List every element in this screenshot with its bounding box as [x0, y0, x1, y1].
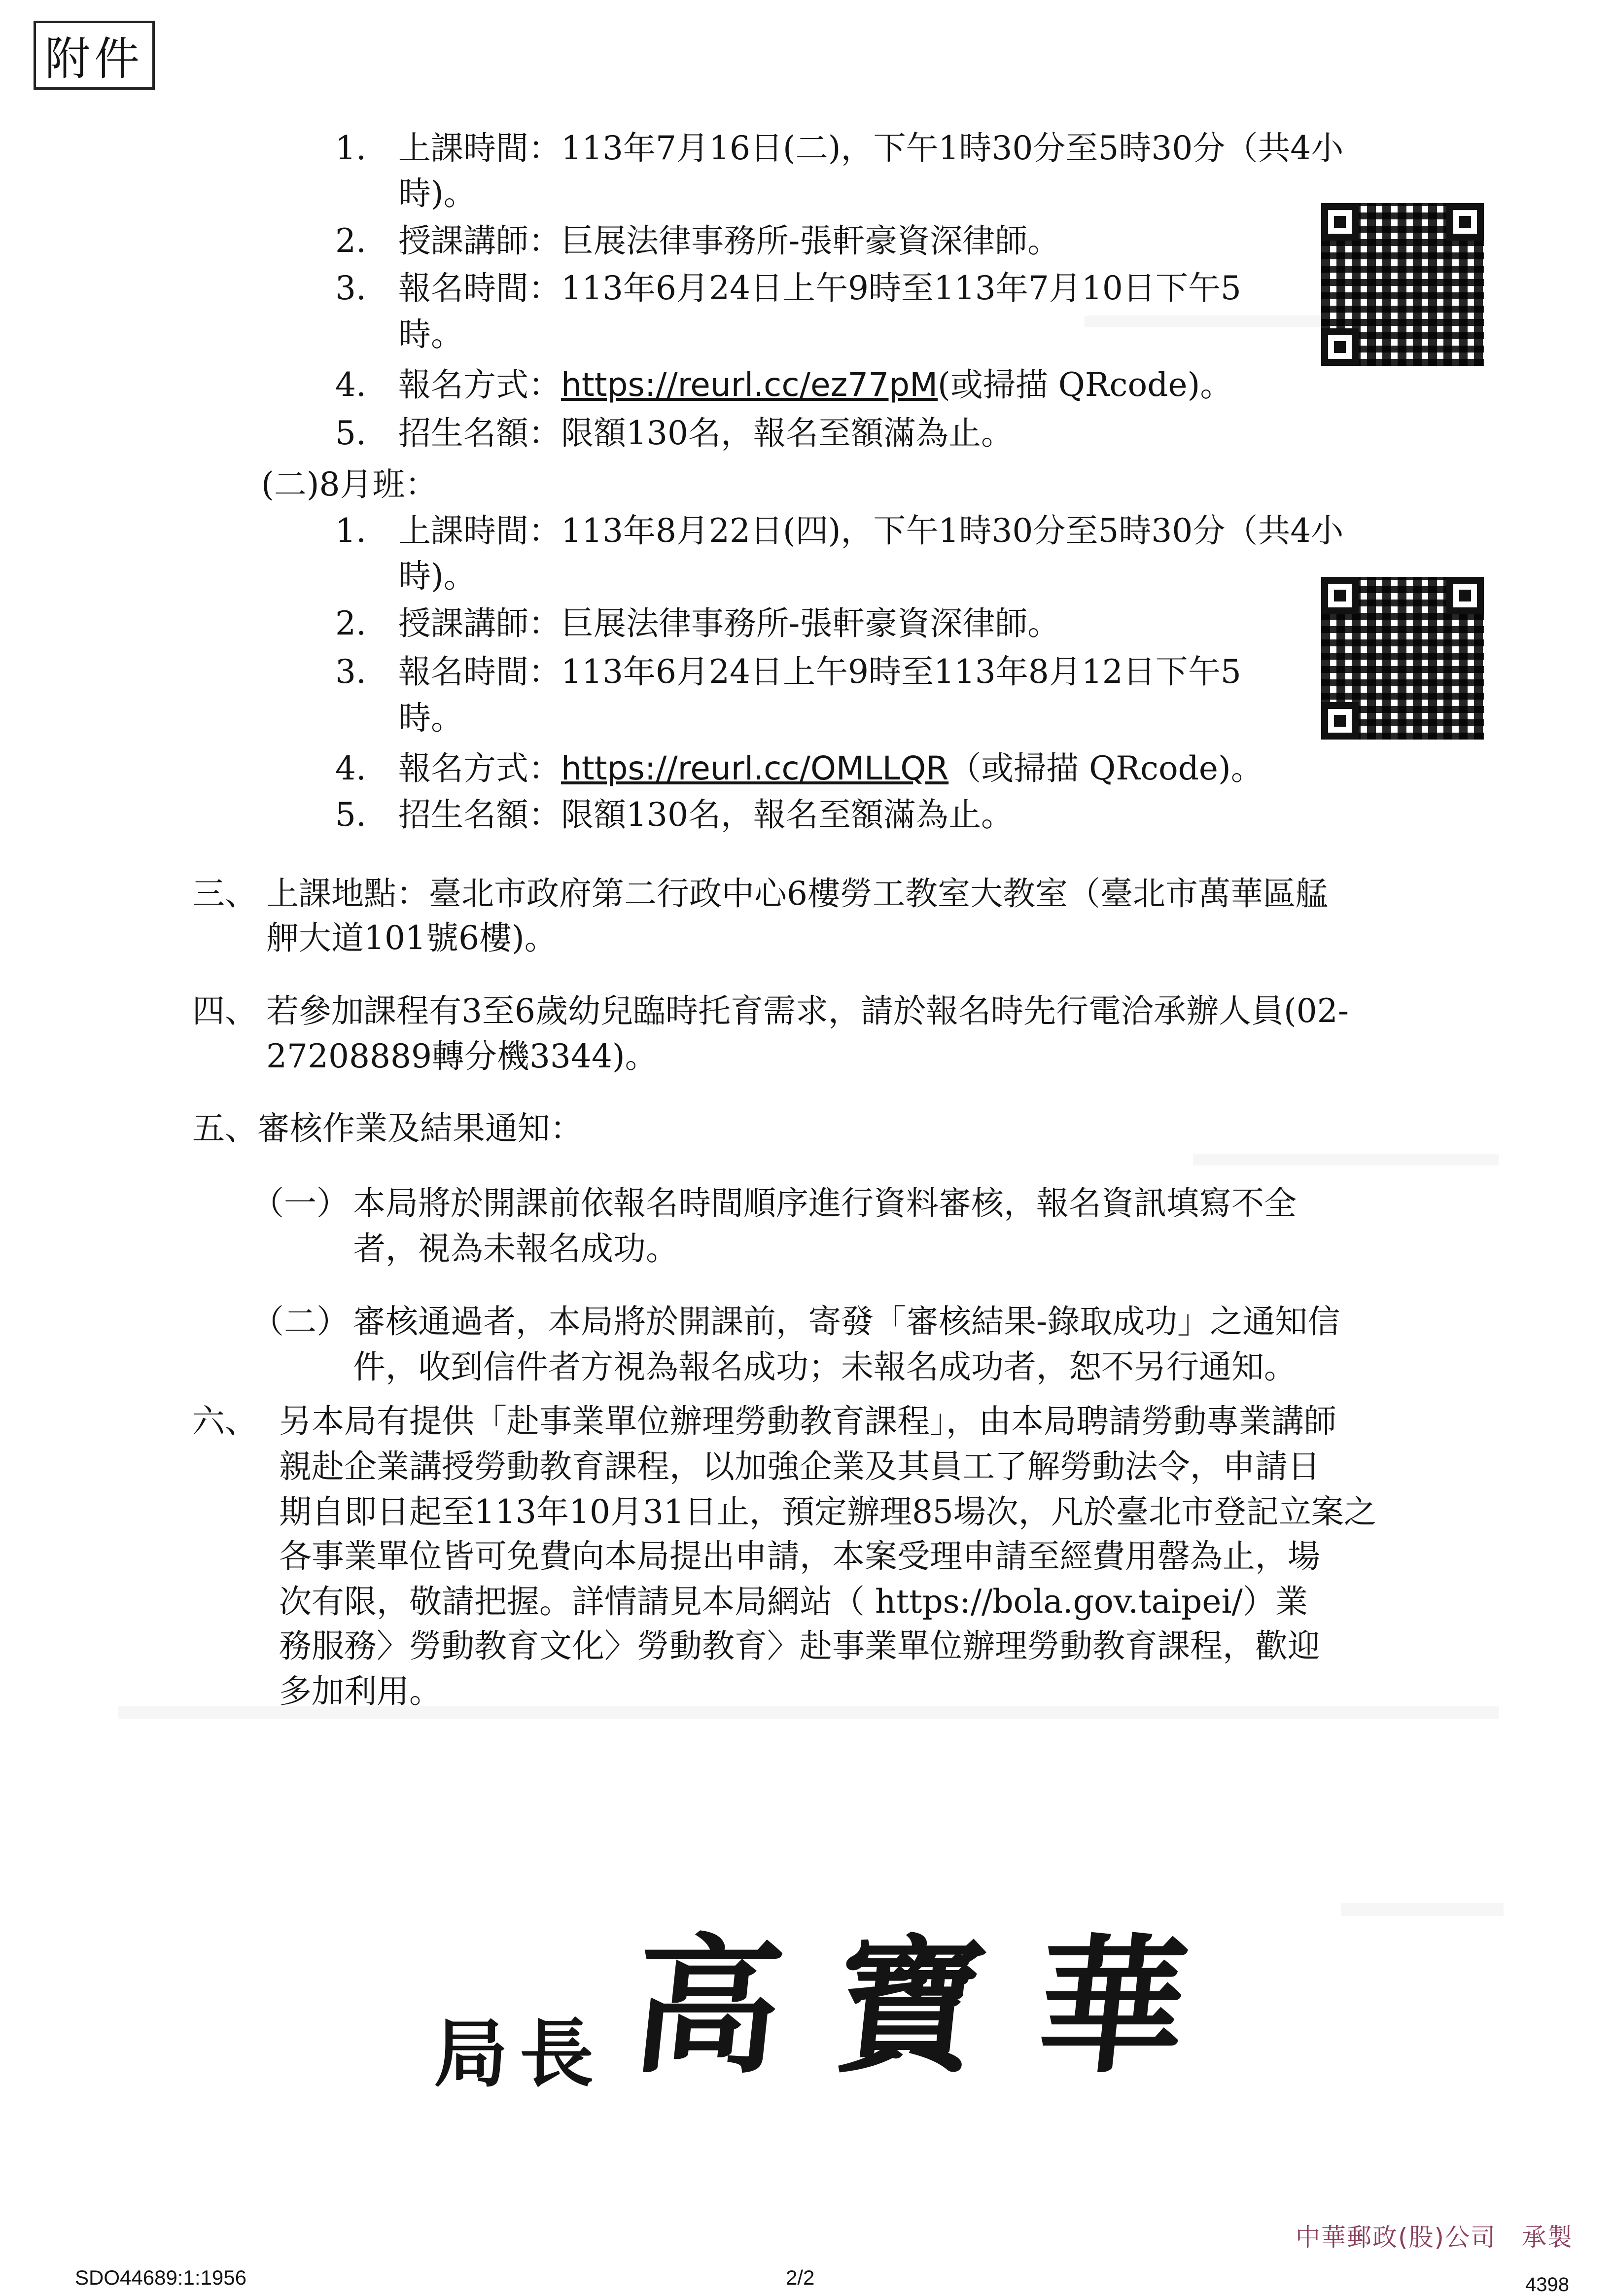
footer-code: 4398: [1525, 2274, 1569, 2296]
item-number: 1.: [335, 129, 366, 167]
item-number: 4.: [335, 366, 366, 404]
paragraph-line: 另本局有提供「赴事業單位辦理勞動教育課程」，由本局聘請勞動專業講師: [279, 1402, 1336, 1440]
class-time-continued: 時)。: [398, 175, 476, 212]
qr-code-july[interactable]: [1321, 203, 1484, 366]
notice-line-1: 審核通過者，本局將於開課前，寄發「審核結果-錄取成功」之通知信: [353, 1303, 1340, 1341]
registration-method-label: 報名方式：: [398, 366, 561, 404]
item-number: 2.: [335, 222, 366, 260]
section-heading: 五、審核作業及結果通知：: [192, 1109, 583, 1147]
class-time: 上課時間：113年8月22日(四)，下午1時30分至5時30分（共4小: [398, 512, 1344, 550]
instructor: 授課講師：巨展法律事務所-張軒豪資深律師。: [398, 222, 1060, 260]
session-heading: (二)8月班：: [261, 465, 438, 503]
printer-credit: 中華郵政(股)公司 承製: [1296, 2223, 1574, 2252]
qr-finder-icon: [1446, 203, 1484, 241]
qr-code-august[interactable]: [1321, 577, 1484, 740]
registration-period: 報名時間：113年6月24日上午9時至113年8月12日下午5: [398, 653, 1241, 691]
item-number: 1.: [335, 512, 366, 550]
registration-period-continued: 時。: [398, 316, 463, 353]
item-number: 3.: [335, 653, 366, 691]
enrollment-quota: 招生名額：限額130名，報名至額滿為止。: [398, 796, 1014, 834]
item-number: 5.: [335, 796, 366, 834]
subsection-number: （一）: [251, 1184, 349, 1222]
section-number: 三、: [192, 875, 257, 913]
registration-link[interactable]: https://reurl.cc/ez77pM: [561, 366, 938, 404]
section-number: 四、: [192, 992, 257, 1030]
registration-link[interactable]: https://reurl.cc/OMLLQR: [561, 749, 949, 787]
enrollment-quota: 招生名額：限額130名，報名至額滿為止。: [398, 414, 1014, 452]
signature-title: 局長: [434, 2011, 606, 2097]
item-number: 4.: [335, 749, 366, 787]
qr-hint: （或掃描 QRcode)。: [948, 749, 1263, 787]
instructor: 授課講師：巨展法律事務所-張軒豪資深律師。: [398, 604, 1060, 642]
registration-period: 報名時間：113年6月24日上午9時至113年7月10日下午5: [398, 269, 1241, 307]
show-through-artifact: [1193, 1154, 1499, 1166]
location-line-1: 上課地點：臺北市政府第二行政中心6樓勞工教室大教室（臺北市萬華區艋: [266, 875, 1328, 913]
notice-line-2: 件，收到信件者方視為報名成功；未報名成功者，恕不另行通知。: [353, 1348, 1297, 1386]
qr-finder-icon: [1321, 577, 1359, 614]
qr-finder-icon: [1321, 328, 1359, 366]
document-id: SDO44689:1:1956: [75, 2266, 246, 2289]
item-number: 3.: [335, 269, 366, 307]
registration-method: [398, 366, 1233, 404]
paragraph-line: 親赴企業講授勞動教育課程，以加強企業及其員工了解勞動法令，申請日: [279, 1448, 1320, 1485]
class-time-continued: 時)。: [398, 557, 476, 595]
qr-finder-icon: [1321, 203, 1359, 241]
registration-period-continued: 時。: [398, 699, 463, 737]
paragraph-line: 多加利用。: [279, 1672, 442, 1710]
show-through-artifact: [1341, 1903, 1504, 1916]
paragraph-line: 各事業單位皆可免費向本局提出申請，本案受理申請至經費用罄為止，場: [279, 1537, 1320, 1575]
registration-method-label: 報名方式：: [398, 749, 561, 787]
class-time: 上課時間：113年7月16日(二)，下午1時30分至5時30分（共4小: [398, 129, 1344, 167]
signature-name: 高寶華: [624, 1919, 1250, 2093]
qr-finder-icon: [1321, 702, 1359, 740]
registration-method: [398, 749, 1263, 787]
subsection-number: （二）: [251, 1303, 349, 1341]
item-number: 2.: [335, 604, 366, 642]
director-signature: [434, 1888, 1250, 2101]
attachment-label: 附件: [34, 21, 155, 90]
page-number: 2/2: [786, 2266, 815, 2289]
childcare-line-1: 若參加課程有3至6歲幼兒臨時托育需求，請於報名時先行電洽承辦人員(02-: [266, 992, 1349, 1030]
item-number: 5.: [335, 414, 366, 452]
paragraph-line: 務服務〉勞動教育文化〉勞動教育〉赴事業單位辦理勞動教育課程，歡迎: [279, 1627, 1320, 1665]
qr-finder-icon: [1446, 577, 1484, 614]
childcare-line-2: 27208889轉分機3344)。: [266, 1037, 658, 1075]
qr-hint: (或掃描 QRcode)。: [938, 366, 1233, 404]
paragraph-line: 次有限，敬請把握。詳情請見本局網站（ https://bola.gov.taipei/）業: [279, 1583, 1308, 1621]
review-line-1: 本局將於開課前依報名時間順序進行資料審核，報名資訊填寫不全: [353, 1184, 1297, 1222]
location-line-2: 舺大道101號6樓)。: [266, 919, 557, 957]
review-line-2: 者，視為未報名成功。: [353, 1230, 678, 1268]
section-number: 六、: [192, 1402, 257, 1440]
paragraph-line: 期自即日起至113年10月31日止，預定辦理85場次，凡於臺北市登記立案之: [279, 1493, 1376, 1531]
